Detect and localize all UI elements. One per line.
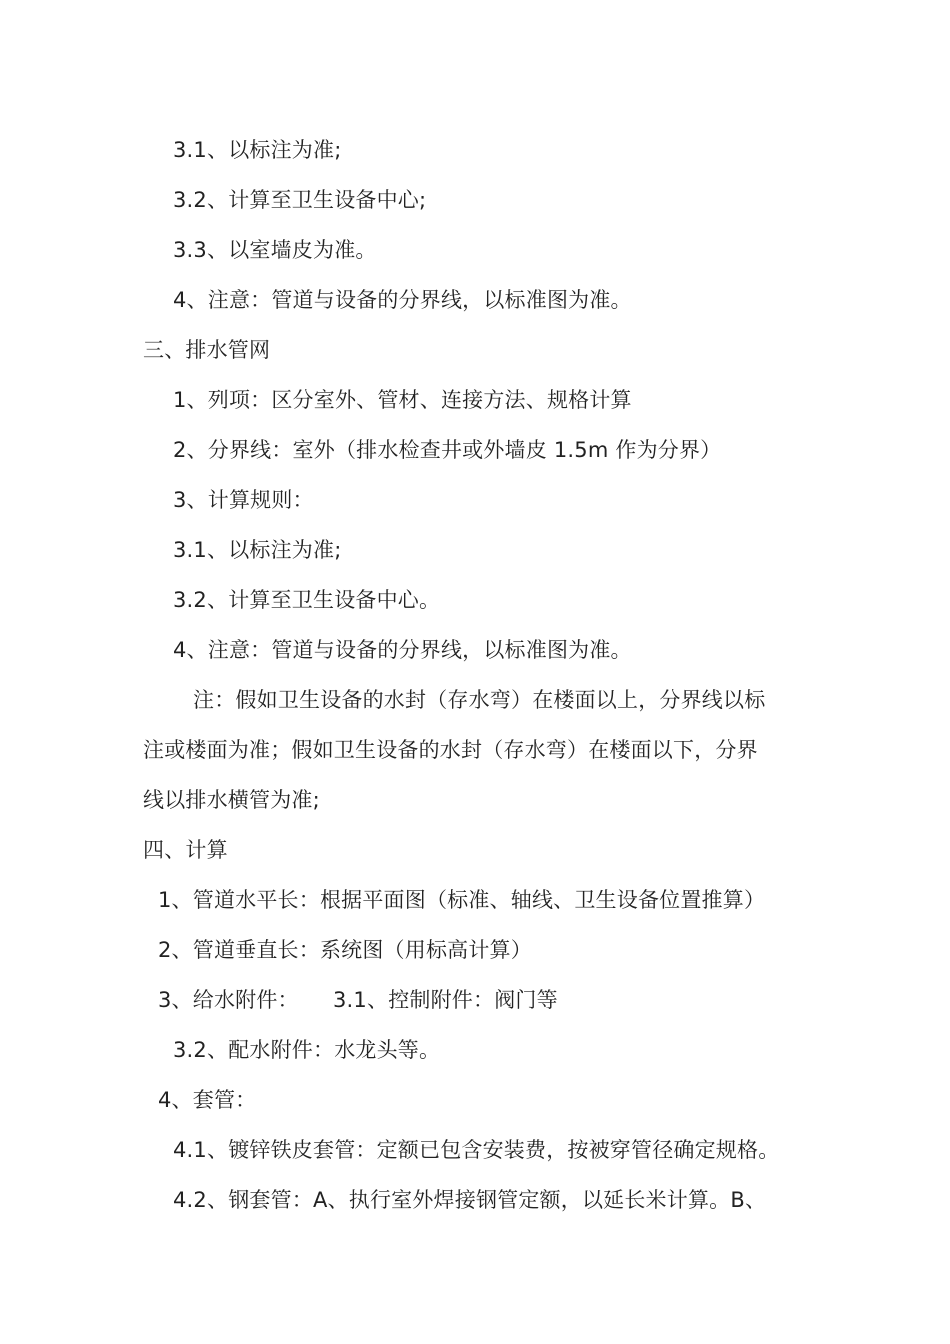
text-line-distribution-fittings: 3.2、配水附件：水龙头等。 — [173, 1038, 441, 1062]
text-line-4-note: 4、注意：管道与设备的分界线，以标准图为准。 — [173, 288, 632, 312]
text-line-3-2: 3.2、计算至卫生设备中心; — [173, 188, 427, 212]
text-line-control-fittings: 3.1、控制附件：阀门等 — [333, 988, 558, 1012]
text-line-note-4: 4、注意：管道与设备的分界线，以标准图为准。 — [173, 638, 632, 662]
paragraph-note-line-1: 注：假如卫生设备的水封（存水弯）在楼面以上，分界线以标 — [193, 688, 766, 712]
section-heading-calculation: 四、计算 — [143, 838, 228, 862]
text-line-items: 1、列项：区分室外、管材、连接方法、规格计算 — [173, 388, 632, 412]
text-line-rules: 3、计算规则： — [173, 488, 314, 512]
text-line-boundary: 2、分界线：室外（排水检查井或外墙皮 1.5m 作为分界） — [173, 438, 722, 462]
section-heading-drainage: 三、排水管网 — [143, 338, 271, 362]
paragraph-note-line-3: 线以排水横管为准; — [143, 788, 320, 812]
paragraph-note-line-2: 注或楼面为准；假如卫生设备的水封（存水弯）在楼面以下，分界 — [143, 738, 758, 762]
text-line-horizontal-length: 1、管道水平长：根据平面图（标准、轴线、卫生设备位置推算） — [158, 888, 766, 912]
text-line-vertical-length: 2、管道垂直长：系统图（用标高计算） — [158, 938, 532, 962]
text-line-water-fittings: 3、给水附件： — [158, 988, 299, 1012]
text-line-rule-3-1: 3.1、以标注为准; — [173, 538, 342, 562]
text-line-3-1: 3.1、以标注为准; — [173, 138, 342, 162]
text-line-3-3: 3.3、以室墙皮为准。 — [173, 238, 377, 262]
text-line-galvanized-sleeve: 4.1、镀锌铁皮套管：定额已包含安装费，按被穿管径确定规格。 — [173, 1138, 780, 1162]
text-line-steel-sleeve: 4.2、钢套管：A、执行室外焊接钢管定额，以延长米计算。B、 — [173, 1188, 767, 1212]
text-line-sleeves: 4、套管： — [158, 1088, 257, 1112]
text-line-rule-3-2: 3.2、计算至卫生设备中心。 — [173, 588, 441, 612]
